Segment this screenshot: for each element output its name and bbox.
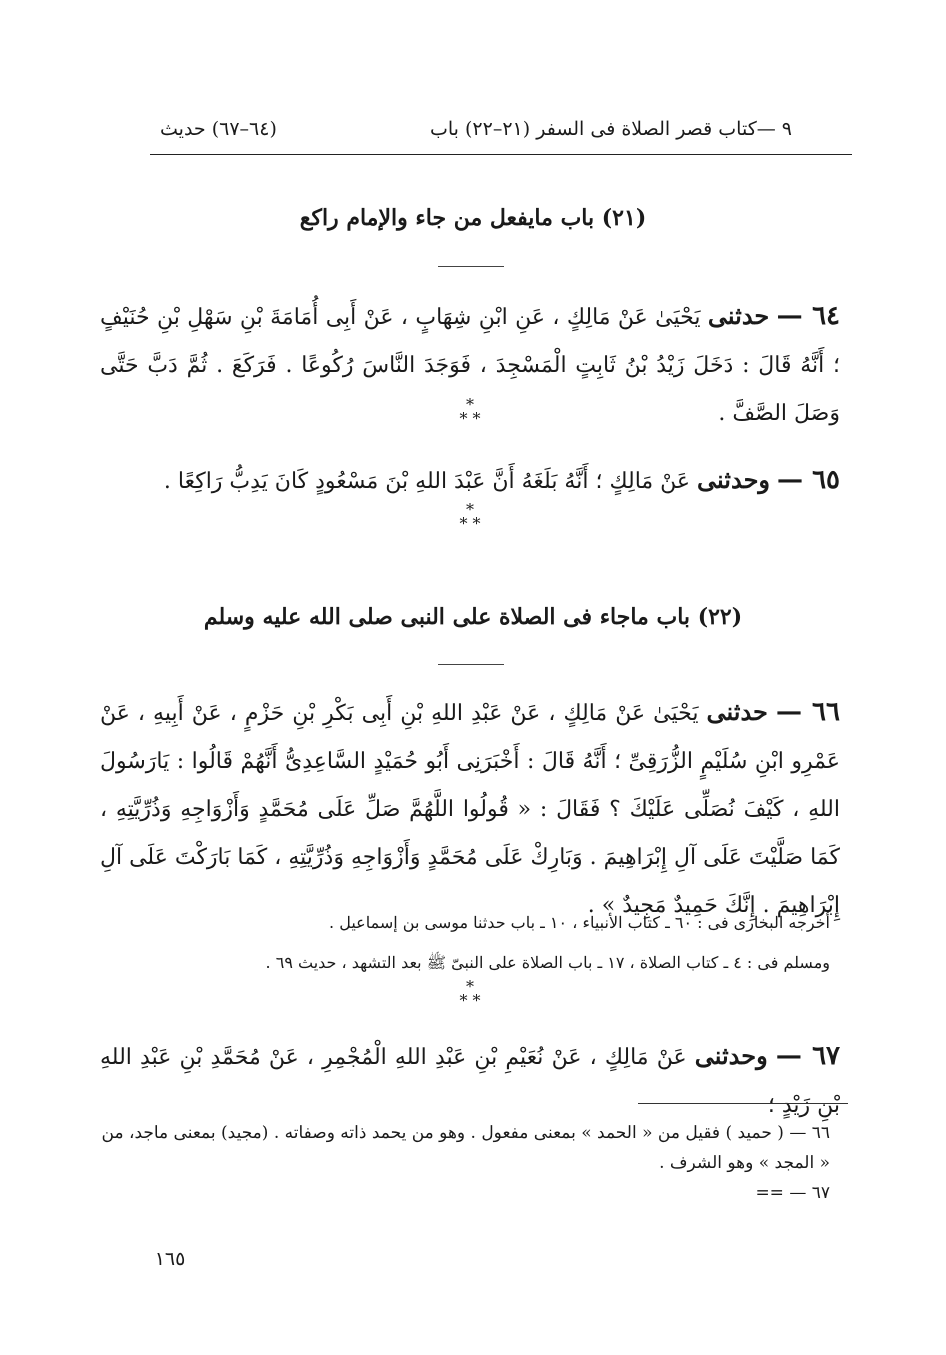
footnote-66: ٦٦ — ( حميد ) فقيل من « الحمد » بمعنى مفعول . وهو من يحمد ذاته وصفاته . (مجيد) بمعنى ماجد، من « المجد » وهو الشرف . <box>101 1123 830 1173</box>
chapter-title-22: (٢٢) باب ماجاء فى الصلاة على النبى صلى الله عليه وسلم <box>203 604 743 630</box>
hadith-keyword: حدثنى <box>707 301 770 330</box>
running-head <box>150 112 850 152</box>
hadith-keyword: وحدثنى <box>694 1041 768 1070</box>
stars-separator: * * * <box>459 500 481 533</box>
hadith-66-note-muslim: ومسلم فى : ٤ ـ كتاب الصلاة ، ١٧ ـ باب الصلاة على النبىّ ﷺ بعد التشهد ، حديث ٦٩ . <box>265 953 830 972</box>
hadith-number: ٦٥ — <box>777 465 840 495</box>
hadith-66 <box>100 688 840 930</box>
chapter-divider <box>438 266 504 267</box>
footnote-rule <box>638 1103 848 1104</box>
page-number: ١٦٥ <box>154 1248 186 1270</box>
chapter-title-21: (٢١) باب مايفعل من جاء والإمام راكع <box>299 205 647 231</box>
running-head-hadith-range: (٦٤–٦٧) حديث <box>160 118 277 140</box>
hadith-keyword: وحدثنى <box>697 465 770 494</box>
hadith-text: عَنْ مَالِكٍ ؛ أَنَّهُ بَلَغَهُ أَنَّ عَبْدَ اللهِ بْنَ مَسْعُودٍ كَانَ يَدِبُّ رَاكِعًا . <box>163 469 691 494</box>
running-head-chapter: ٩ —كتاب قصر الصلاة فى السفر (٢١–٢٢) باب <box>430 118 792 140</box>
chapter-divider <box>438 664 504 665</box>
hadith-text: عَنْ مَالِكٍ ، عَنْ نُعَيْمِ بْنِ عَبْدِ اللهِ الْمُجْمِرِ ، عَنْ مُحَمَّدِ بْنِ عَبْدِ اللهِ بْنِ زَيْدٍ ؛ <box>100 1045 840 1118</box>
hadith-number: ٦٧ — <box>775 1041 840 1071</box>
footnote-67: ٦٧ — == <box>755 1183 830 1203</box>
footnotes <box>100 1118 830 1208</box>
hadith-text: يَحْيَىٰ عَنْ مَالِكٍ ، عَنْ عَبْدِ اللهِ بْنِ أَبِى بَكْرِ بْنِ حَزْمٍ ، عَنْ أَبِيهِ ، عَنْ عَمْرِو ابْنِ سُلَيْمٍ الزُّرَقِىِّ ؛ أَنَّهُ قَالَ : أَخْبَرَنِى أَبُو حُمَيْدٍ السَّاعِدِىُّ أَنَّهُمْ قَالُوا : يَارَسُولَ اللهِ ، كَيْفَ نُصَلِّى عَلَيْكَ ؟ فَقَالَ : « قُولُوا اللَّهُمَّ صَلِّ عَلَى مُحَمَّدٍ وَأَزْوَاجِهِ وَذُرِّيَّتِهِ ، كَمَا صَلَّيْتَ عَلَى آلِ إِبْرَاهِيمَ . وَبَارِكْ عَلَى مُحَمَّدٍ وَأَزْوَاجِهِ وَذُرِّيَّتِهِ ، كَمَا بَارَكْتَ عَلَى آلِ إِبْرَاهِيمَ . إِنَّكَ حَمِيدٌ مَجِيدٌ » . <box>100 701 840 918</box>
hadith-65 <box>100 456 840 506</box>
hadith-67 <box>100 1032 840 1130</box>
stars-separator: * * * <box>459 395 481 428</box>
stars-separator: * * * <box>459 977 481 1010</box>
hadith-number: ٦٦ — <box>775 697 840 727</box>
hadith-keyword: حدثنى <box>706 697 768 726</box>
hadith-text: يَحْيَىٰ عَنْ مَالِكٍ ، عَنِ ابْنِ شِهَابٍ ، عَنْ أَبِى أُمَامَةَ بْنِ سَهْلِ بْنِ حُنَيْفٍ ؛ أَنَّهُ قَالَ : دَخَلَ زَيْدُ بْنُ ثَابِتٍ الْمَسْجِدَ ، فَوَجَدَ النَّاسَ رُكُوعًا . فَرَكَعَ . ثُمَّ دَبَّ حَتَّى وَصَلَ الصَّفَّ . <box>100 305 840 426</box>
hadith-number: ٦٤ — <box>776 301 841 331</box>
header-rule <box>150 154 852 155</box>
hadith-66-note-bukhari: أخرجه البخارى فى : ٦٠ ـ كتاب الأنبياء ، ١٠ ـ باب حدثنا موسى بن إسماعيل . <box>329 913 830 932</box>
